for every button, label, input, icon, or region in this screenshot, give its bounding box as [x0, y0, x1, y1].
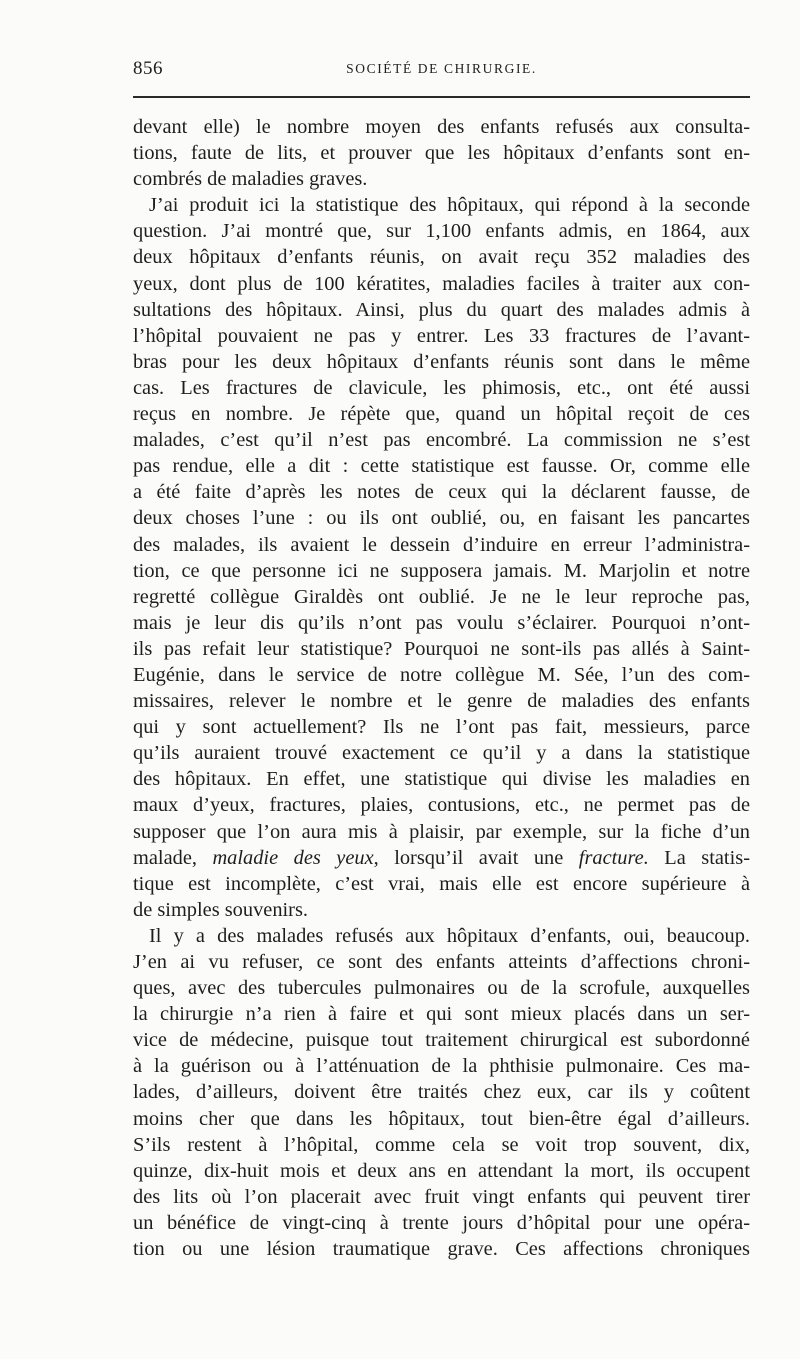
text-line: de simples souvenirs.	[133, 898, 309, 921]
text-line: deux choses l’une : ou ils ont oublié, ou, en faisant les pancartes	[133, 507, 750, 530]
running-title: SOCIÉTÉ DE CHIRURGIE.	[346, 61, 537, 76]
text-line: qu’ils auraient trouvé exactement ce qu’il y a dans la statistique	[133, 742, 750, 765]
text-line: un bénéfice de vingt-cinq à trente jours d’hôpital pour une opéra-	[133, 1211, 750, 1234]
text-line: question. J’ai montré que, sur 1,100 enfants admis, en 1864, aux	[133, 220, 750, 243]
text-line: pas rendue, elle a dit : cette statistique est fausse. Or, comme elle	[133, 455, 750, 478]
text-line: yeux, dont plus de 100 kératites, maladies faciles à traiter aux con-	[133, 272, 750, 295]
header-rule	[133, 96, 750, 98]
text-line: ils pas refait leur statistique? Pourquoi ne sont-ils pas allés à Saint-	[133, 637, 750, 660]
text-line: Eugénie, dans le service de notre collègue M. Sée, l’un des com-	[133, 663, 750, 686]
running-head	[133, 58, 750, 84]
text-line: des hôpitaux. En effet, une statistique qui divise les maladies en	[133, 768, 750, 791]
text-line: devant elle) le nombre moyen des enfants refusés aux consulta-	[133, 116, 750, 138]
text-line: supposer que l’on aura mis à plaisir, par exemple, sur la fiche d’un	[133, 820, 750, 843]
text-line: tions, faute de lits, et prouver que les hôpitaux d’enfants sont en-	[133, 142, 750, 165]
text-line: J’en ai vu refuser, ce sont des enfants atteints d’affections chroni-	[133, 951, 750, 973]
text-line: S’ils restent à l’hôpital, comme cela se voit trop souvent, dix,	[133, 1133, 750, 1156]
text-line: regretté collègue Giraldès ont oublié. Je ne le leur reproche pas,	[133, 585, 750, 608]
emphasis-text: fracture.	[578, 846, 649, 869]
text-line: combrés de maladies graves.	[133, 168, 368, 191]
text-line: cas. Les fractures de clavicule, les phimosis, etc., ont été aussi	[133, 376, 750, 399]
text-line: reçus en nombre. Je répète que, quand un hôpital reçoit de ces	[133, 403, 750, 426]
text-line: quinze, dix-huit mois et deux ans en attendant la mort, ils occupent	[133, 1159, 750, 1182]
text-line: ques, avec des tubercules pulmonaires ou de la scrofule, auxquelles	[133, 977, 750, 1000]
text-line: qui y sont actuellement? Ils ne l’ont pas fait, messieurs, parce	[133, 716, 750, 739]
text-line: deux hôpitaux d’enfants réunis, on avait reçu 352 maladies des	[133, 246, 750, 269]
text-line: tion ou une lésion traumatique grave. Ces affections chroniques	[133, 1238, 750, 1261]
text-line: J’ai produit ici la statistique des hôpitaux, qui répond à la seconde	[149, 194, 750, 217]
text-line: la chirurgie n’a rien à faire et qui sont mieux placés dans un ser-	[133, 1003, 750, 1026]
text-line: tion, ce que personne ici ne supposera jamais. M. Marjolin et notre	[133, 559, 750, 582]
text-line: Il y a des malades refusés aux hôpitaux d’enfants, oui, beaucoup.	[149, 924, 750, 947]
text-line: a été faite d’après les notes de ceux qui la déclarent fausse, de	[133, 481, 750, 504]
page-number: 856	[133, 58, 163, 79]
text-line: vice de médecine, puisque tout traitement chirurgical est subordonné	[133, 1029, 750, 1052]
emphasis-text: maladie des yeux	[212, 846, 374, 869]
text-line: maux d’yeux, fractures, plaies, contusions, etc., ne permet pas de	[133, 794, 750, 817]
text-line: bras pour les deux hôpitaux d’enfants réunis sont dans le même	[133, 350, 750, 373]
text-line: mais je leur dis qu’ils n’ont pas voulu s’éclairer. Pourquoi n’ont-	[133, 611, 750, 634]
text-line: des lits où l’on placerait avec fruit vingt enfants qui peuvent tirer	[133, 1185, 750, 1208]
text-line: sultations des hôpitaux. Ainsi, plus du quart des malades admis à	[133, 298, 750, 321]
text-line: malade, maladie des yeux, lorsqu’il avait une fracture. La statis-	[133, 846, 750, 869]
text-line: missaires, relever le nombre et le genre de maladies des enfants	[133, 690, 750, 713]
text-line: tique est incomplète, c’est vrai, mais elle est encore supérieure à	[133, 872, 750, 895]
text-line: malades, c’est qu’il n’est pas encombré. La commission ne s’est	[133, 429, 750, 452]
body-text	[133, 114, 750, 1262]
text-line: l’hôpital pouvaient ne pas y entrer. Les 33 fractures de l’avant-	[133, 324, 750, 347]
text-line: moins cher que dans les hôpitaux, tout bien-être égal d’ailleurs.	[133, 1107, 750, 1130]
text-line: à la guérison ou à l’atténuation de la phthisie pulmonaire. Ces ma-	[133, 1055, 750, 1078]
text-line: des malades, ils avaient le dessein d’induire en erreur l’administra-	[133, 533, 750, 556]
text-line: lades, d’ailleurs, doivent être traités chez eux, car ils y coûtent	[133, 1081, 750, 1104]
